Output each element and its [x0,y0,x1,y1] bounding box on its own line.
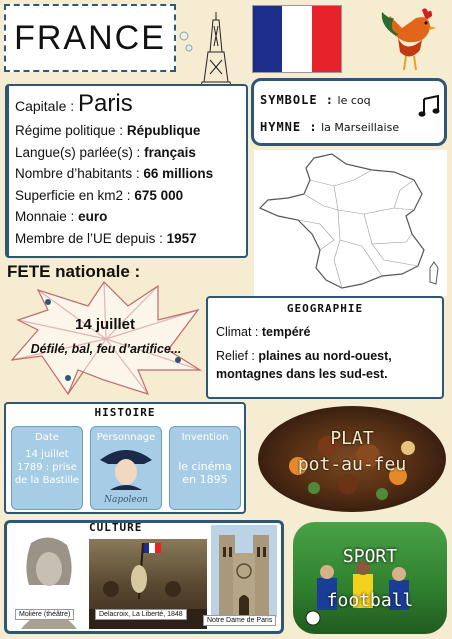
plat-value: pot-au-feu [297,454,407,475]
sport-value: football [326,590,414,611]
hist-personnage-label: Personnage [96,432,156,443]
langue-row [15,142,240,164]
monnaie-row [15,206,240,228]
french-flag [252,5,342,73]
hist-date-line-3: de la Bastille [14,475,80,486]
hist-date-line-2: 1789 : prise [17,462,77,473]
notre-dame-image [211,525,277,617]
habitants-row [15,163,240,185]
histoire-title: HISTOIRE [94,406,156,419]
langue-value: français [144,144,196,160]
plat-title: PLAT [330,428,374,449]
langue-label: Langue(s) parlée(s) : [15,144,141,160]
habitants-value: 66 millions [143,166,214,181]
climat-value: tempéré [261,325,311,339]
hist-card-invention [169,426,241,510]
ue-label: Membre de l’UE depuis : [15,230,163,246]
symbole-row [260,87,438,114]
rooster-icon [376,6,448,74]
france-map [254,150,447,296]
regime-row [15,120,240,142]
fete-desc: Défilé, bal, feu d’artifice... [30,342,182,356]
music-note-icon [418,95,440,119]
hymne-label: HYMNE : [260,120,318,134]
relief-value-1: plaines au nord-ouest, [258,349,392,363]
relief-row [216,347,434,383]
info-card [5,84,248,258]
monnaie-label: Monnaie : [15,209,75,224]
capital-value: Paris [78,90,133,117]
culture-caption-notre-dame: Notre Dame de Paris [203,615,276,626]
relief-label: Relief : [216,349,255,363]
geo-card [206,296,444,399]
ue-value: 1957 [166,230,197,246]
superficie-label: Superficie en km2 : [15,187,131,203]
capital-label: Capitale : [15,98,75,114]
capital-row [15,90,240,120]
flourish-icon [178,28,196,58]
hymne-value: la Marseillaise [321,121,400,134]
culture-caption-delacroix: Delacroix, La Liberté, 1848 [95,609,187,620]
geo-title: GEOGRAPHIE [286,302,364,315]
france-map-outline [254,150,447,296]
napoleon-portrait-icon [96,444,156,490]
histoire-card [4,402,246,514]
fete-date: 14 juillet [74,316,136,333]
symbole-value: le coq [337,94,371,107]
hist-date-label: Date [35,432,59,443]
notre-dame-icon [211,525,277,617]
symbol-card [251,78,447,146]
hist-invention-label: Invention [181,432,229,443]
climat-label: Climat : [216,325,259,339]
sport-image [293,522,447,634]
hymne-row [260,114,438,141]
culture-card [4,520,284,634]
ue-row [15,228,240,250]
hist-card-date [11,426,83,510]
hist-date-line-1: 14 juillet [25,449,69,460]
sport-title: SPORT [342,546,398,567]
hist-card-personnage [90,426,162,510]
culture-caption-moliere: Molière (théâtre) [15,609,74,620]
superficie-row [15,185,240,207]
habitants-label: Nombre d’habitants : [15,166,140,181]
title-box [4,4,176,72]
firework-icon [8,280,204,398]
page-title: FRANCE [14,18,166,57]
superficie-value: 675 000 [134,187,184,203]
hist-personnage-caption: Napoleon [104,495,148,505]
fete-title: FETE nationale : [7,262,141,281]
symbole-label: SYMBOLE : [260,93,335,107]
hist-invention-line-1: le cinéma [178,460,232,473]
regime-label: Régime politique : [15,123,124,138]
plat-image [258,406,446,512]
climat-row [216,323,434,341]
monnaie-value: euro [78,209,108,224]
relief-value-2: montagnes dans les sud-est. [216,367,388,381]
culture-title: CULTURE [89,521,143,534]
football-players-icon [293,522,447,634]
hist-invention-line-2: en 1895 [182,473,228,486]
regime-value: République [126,123,201,138]
